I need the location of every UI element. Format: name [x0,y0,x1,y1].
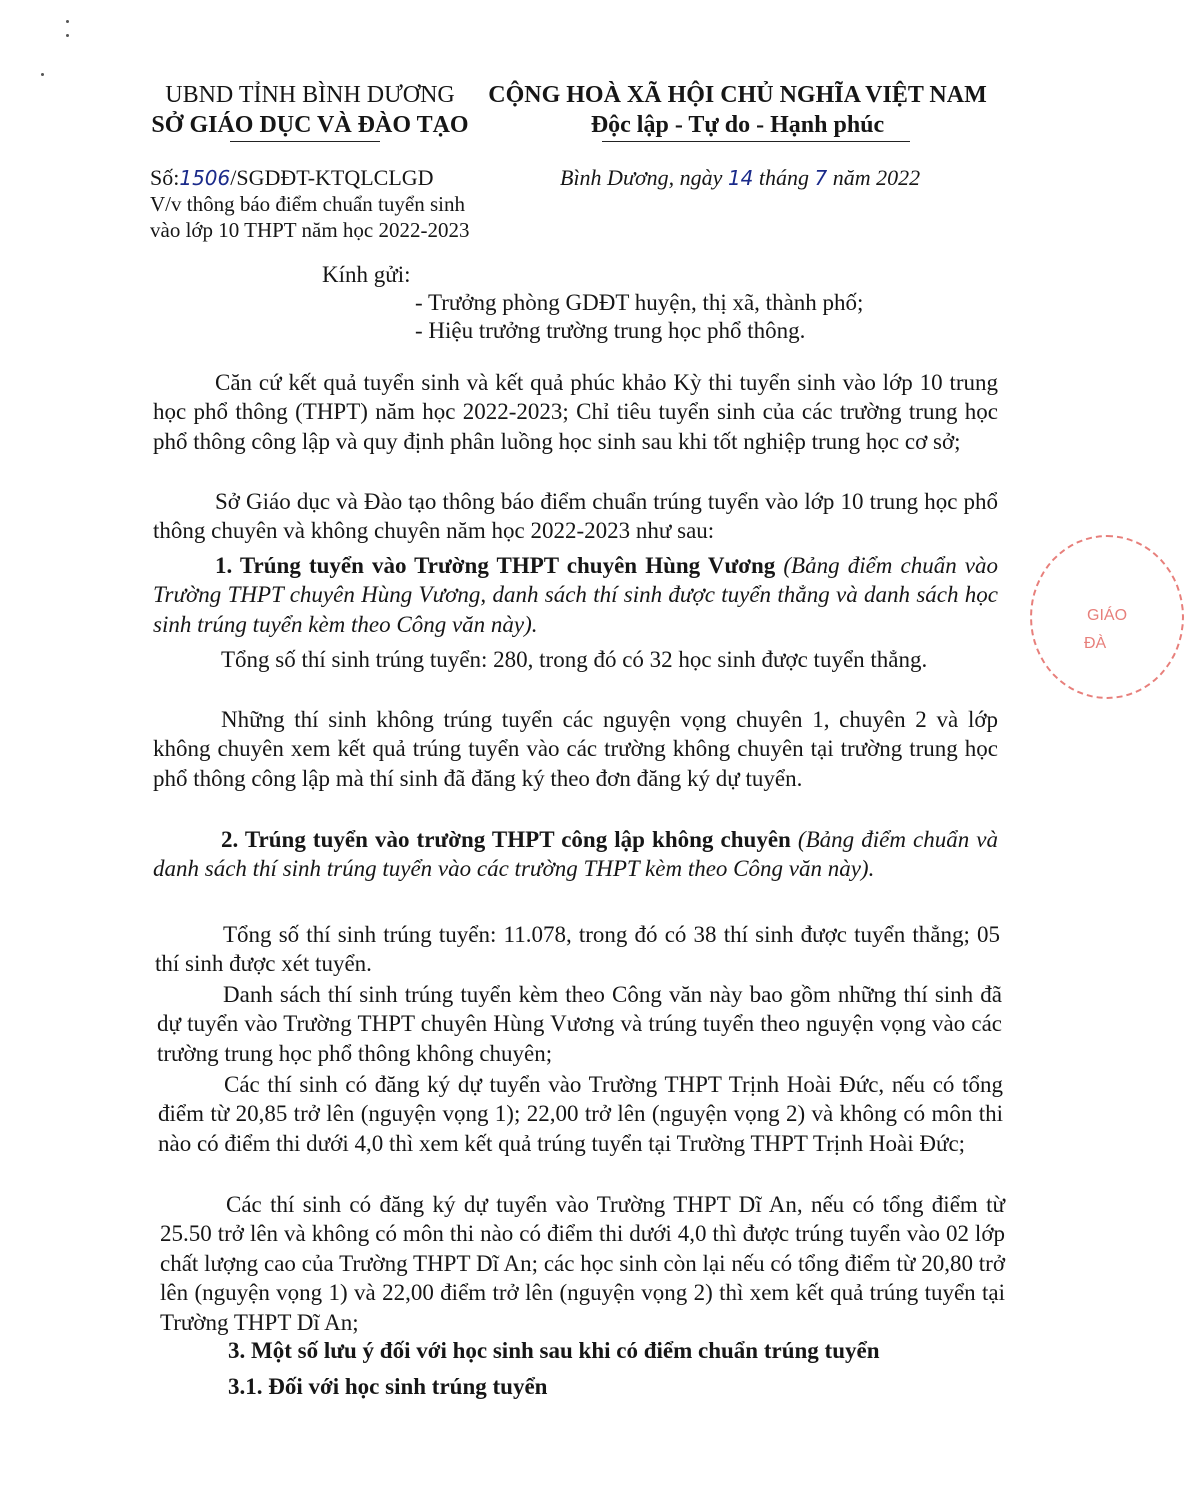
date-place: Bình Dương, ngày [560,165,723,190]
scan-speck [66,20,69,23]
issuer-province: UBND TỈNH BÌNH DƯƠNG [165,82,455,108]
section-3-title: 3. Một số lưu ý đối với học sinh sau khi có điểm chuẩn trúng tuyển [228,1338,880,1363]
section-1-note: (Bảng điểm chuẩn vào Trường THPT chuyên Hùng Vương, danh sách thí sinh được tuyển thẳng và danh sách học sinh trúng tuyển kèm theo Công văn này). [153,553,999,637]
paragraph-non-admitted: Những thí sinh không trúng tuyển các nguyện vọng chuyên 1, chuyên 2 và lớp không chuyên xem kết quả trúng tuyển vào các trường không chuyên tại trường trung học phổ thông công lập mà thí sinh đã đăng ký theo đơn đăng ký dự tuyển. [153,707,998,791]
seal-text: GIÁO [1087,607,1128,624]
document-number [150,164,434,192]
handwritten-day: 14 [727,166,754,190]
paragraph-total-specialized: Tổng số thí sinh trúng tuyển: 280, trong đó có 32 học sinh được tuyển thẳng. [221,647,928,672]
issuer-underline [230,141,380,142]
number-prefix: Số: [150,165,180,190]
date-month-label: tháng [758,165,810,190]
paragraph-announcement: Sở Giáo dục và Đào tạo thông báo điểm chuẩn trúng tuyển vào lớp 10 trung học phổ thông chuyên và không chuyên năm học 2022-2023 như sau: [153,489,998,544]
section-2 [153,825,998,884]
country-name: CỘNG HOÀ XÃ HỘI CHỦ NGHĨA VIỆT NAM [488,82,987,108]
number-code: /SGDĐT-KTQLCLGD [230,165,434,190]
paragraph-trinh-hoai-duc: Các thí sinh có đăng ký dự tuyển vào Trường THPT Trịnh Hoài Đức, nếu có tổng điểm từ 20,85 trở lên (nguyện vọng 1); 22,00 trở lên (nguyện vọng 2) và không có môn thi nào có điểm thi dưới 4,0 thì xem kết quả trúng tuyển tại Trường THPT Trịnh Hoài Đức; [158,1072,1003,1156]
seal-text: ĐÀ [1084,635,1107,652]
handwritten-month: 7 [814,166,828,190]
section-2-title: 2. Trúng tuyển vào trường THPT công lập không chuyên [221,827,791,852]
handwritten-number: 1506 [179,166,231,190]
paragraph-di-an: Các thí sinh có đăng ký dự tuyển vào Trường THPT Dĩ An, nếu có tổng điểm từ 25.50 trở lên và không có môn thi nào có điểm thi dưới 4,0 thì được trúng tuyển vào 02 lớp chất lượng cao của Trường THPT Dĩ An; các học sinh còn lại nếu có tổng điểm từ 20,80 trở lên (nguyện vọng 1) và 22,00 điểm trở lên (nguyện vọng 2) thì xem kết quả trúng tuyển tại Trường THPT Dĩ An; [160,1192,1005,1335]
scan-speck [41,73,44,76]
date-year: năm 2022 [832,165,921,190]
scan-speck [66,34,69,37]
section-1-title: 1. Trúng tuyển vào Trường THPT chuyên Hùng Vương [215,553,776,578]
section-1 [153,551,998,639]
recipient-item: - Hiệu trưởng trường trung học phổ thông. [415,318,806,343]
motto: Độc lập - Tự do - Hạnh phúc [590,112,885,138]
subject-line-2: vào lớp 10 THPT năm học 2022-2023 [150,218,470,242]
greeting: Kính gửi: [322,262,411,287]
issuer-department: SỞ GIÁO DỤC VÀ ĐÀO TẠO [151,112,469,138]
national-motto-block [480,80,995,140]
section-3-1-title: 3.1. Đối với học sinh trúng tuyển [228,1374,548,1399]
section-2-note: (Bảng điểm chuẩn và danh sách thí sinh trúng tuyển vào các trường THPT kèm theo Công văn này). [153,827,999,882]
subject-line-1: V/v thông báo điểm chuẩn tuyển sinh [150,192,465,216]
motto-underline [602,141,910,142]
paragraph-list-note: Danh sách thí sinh trúng tuyển kèm theo Công văn này bao gồm những thí sinh đã dự tuyển vào Trường THPT chuyên Hùng Vương và trúng tuyển theo nguyện vọng vào các trường trung học phổ thông không chuyên; [157,982,1002,1066]
official-seal [1030,535,1184,699]
issue-date [560,164,920,192]
paragraph-basis: Căn cứ kết quả tuyển sinh và kết quả phúc khảo Kỳ thi tuyển sinh vào lớp 10 trung học phổ thông (THPT) năm học 2022-2023; Chỉ tiêu tuyển sinh của các trường trung học phổ thông công lập và quy định phân luồng học sinh sau khi tốt nghiệp trung học cơ sở; [153,370,998,454]
paragraph-total-public: Tổng số thí sinh trúng tuyển: 11.078, trong đó có 38 thí sinh được tuyển thẳng; 05 thí sinh được xét tuyển. [155,922,1000,977]
issuer-block [150,80,470,140]
recipient-item: - Trưởng phòng GDĐT huyện, thị xã, thành phố; [415,290,864,315]
